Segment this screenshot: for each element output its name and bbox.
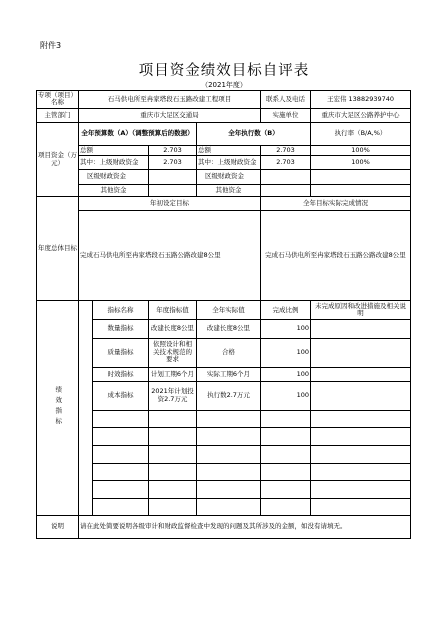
goals-actual-header: 全年目标实际完成情况 <box>261 197 411 210</box>
indicator-target <box>149 428 197 446</box>
note-label: 说明 <box>37 516 79 539</box>
indicator-note <box>311 445 411 463</box>
indicator-name <box>93 463 149 481</box>
indicator-name <box>93 498 149 516</box>
actual-header: 全年执行数（B） <box>197 122 311 145</box>
indicator-name <box>93 428 149 446</box>
goals-actual-value: 完成石马供电所至冉家塔段石玉路公路改建8公里 <box>261 210 411 301</box>
funds-row <box>37 184 411 196</box>
funds-row-label: 总额 <box>79 145 149 155</box>
indicator-actual <box>197 428 261 446</box>
funds-row-actual <box>261 170 311 184</box>
indicator-actual <box>197 481 261 499</box>
indicator-target <box>149 410 197 428</box>
funds-row-budget: 2.703 <box>149 156 197 170</box>
indicator-target <box>149 463 197 481</box>
funds-section-label: 项目资金（万元） <box>37 122 79 196</box>
funds-row-label: 其中：上级财政资金 <box>79 156 149 170</box>
indicator-ratio <box>261 463 311 481</box>
indicator-note <box>311 367 411 381</box>
indicator-note <box>311 428 411 446</box>
indicator-name: 成本指标 <box>93 381 149 410</box>
funds-row-budget: 2.703 <box>149 145 197 155</box>
indicator-row <box>37 445 411 463</box>
indicator-ratio <box>261 445 311 463</box>
indicator-header-actual: 全年实际值 <box>197 301 261 320</box>
funds-row-label2: 其他资金 <box>197 184 261 196</box>
funds-row-label: 其他资金 <box>79 184 149 196</box>
indicator-actual <box>197 498 261 516</box>
indicator-ratio <box>261 410 311 428</box>
indicators-header-row <box>37 301 411 320</box>
indicator-row <box>37 367 411 381</box>
indicator-target: 计划工期6个月 <box>149 367 197 381</box>
funds-row <box>37 170 411 184</box>
funds-row-rate <box>311 170 411 184</box>
indicators-spacer <box>79 301 93 516</box>
dept-label: 主管部门 <box>37 108 79 122</box>
funds-row-label2: 总额 <box>197 145 261 155</box>
rate-header: 执行率（B/A,%） <box>311 122 411 145</box>
indicator-target <box>149 481 197 499</box>
indicator-ratio: 100 <box>261 320 311 339</box>
funds-row-actual: 2.703 <box>261 145 311 155</box>
indicator-row <box>37 320 411 339</box>
indicator-row <box>37 463 411 481</box>
indicator-ratio: 100 <box>261 338 311 367</box>
funds-row-budget <box>149 184 197 196</box>
funds-row <box>37 156 411 170</box>
dept-value: 重庆市大足区交通局 <box>79 108 261 122</box>
indicator-name: 数量指标 <box>93 320 149 339</box>
indicator-row <box>37 498 411 516</box>
indicator-name <box>93 481 149 499</box>
indicator-ratio <box>261 498 311 516</box>
note-value: 请在此处简要说明各级审计和财政监督检查中发现的问题及其所涉及的金额，如没有请填无。 <box>79 516 411 539</box>
indicator-note <box>311 410 411 428</box>
funds-row-actual <box>261 184 311 196</box>
project-name-value: 石马供电所至冉家塔段石玉路改建工程项目 <box>79 91 261 109</box>
project-name-row <box>37 91 411 109</box>
indicator-actual <box>197 410 261 428</box>
indicator-ratio: 100 <box>261 381 311 410</box>
funds-row-budget <box>149 170 197 184</box>
indicators-section-text: 绩效指标 <box>54 386 63 429</box>
indicator-note <box>311 338 411 367</box>
note-row <box>37 516 411 539</box>
indicator-note <box>311 498 411 516</box>
goals-value-row <box>37 210 411 301</box>
indicator-note <box>311 320 411 339</box>
indicator-row <box>37 338 411 367</box>
project-name-label: 专项（项目）名称 <box>38 90 77 107</box>
contact-value: 王宏伟 13882939740 <box>311 91 411 109</box>
indicator-header-target: 年度指标值 <box>149 301 197 320</box>
goals-planned-header: 年初设定目标 <box>79 197 261 210</box>
contact-label: 联系人及电话 <box>261 91 311 109</box>
goals-planned-value: 完成石马供电所至冉家塔段石玉路公路改建8公里 <box>79 210 261 301</box>
attachment-label: 附件3 <box>40 41 62 50</box>
indicator-note <box>311 481 411 499</box>
funds-row <box>37 145 411 155</box>
indicator-ratio: 100 <box>261 367 311 381</box>
indicator-row <box>37 410 411 428</box>
indicator-name: 时效指标 <box>93 367 149 381</box>
indicator-ratio <box>261 481 311 499</box>
indicator-target <box>149 498 197 516</box>
indicator-actual: 合格 <box>197 338 261 367</box>
funds-row-label: 区级财政资金 <box>79 170 149 184</box>
indicator-row <box>37 428 411 446</box>
indicator-actual: 执行数2.7万元 <box>197 381 261 410</box>
funds-row-rate: 100% <box>311 145 411 155</box>
funds-row-actual: 2.703 <box>261 156 311 170</box>
funds-row-label2: 其中：上级财政资金 <box>197 156 261 170</box>
indicators-section-label <box>37 301 79 516</box>
indicator-header-ratio: 完成比例 <box>261 301 311 320</box>
funds-row-label2: 区级财政资金 <box>197 170 261 184</box>
indicator-target: 2021年计划投资2.7万元 <box>149 381 197 410</box>
year-label: （2021年度） <box>201 81 247 89</box>
indicator-name: 质量指标 <box>93 338 149 367</box>
indicator-row <box>37 381 411 410</box>
indicator-header-note: 未完成原因和改进措施及相关说明 <box>311 301 411 320</box>
indicator-target <box>149 445 197 463</box>
indicator-note <box>311 463 411 481</box>
indicator-name <box>93 445 149 463</box>
indicator-actual <box>197 463 261 481</box>
goals-section-label: 年度总体目标 <box>37 197 79 301</box>
indicator-actual: 实际工期6个月 <box>197 367 261 381</box>
indicator-name <box>93 410 149 428</box>
impl-value: 重庆市大足区公路养护中心 <box>311 108 411 122</box>
indicator-ratio <box>261 428 311 446</box>
indicator-actual: 改建长度8公里 <box>197 320 261 339</box>
funds-header-row <box>37 122 411 145</box>
dept-row <box>37 108 411 122</box>
impl-label: 实施单位 <box>261 108 311 122</box>
indicator-target: 改建长度8公里 <box>149 320 197 339</box>
indicator-row <box>37 481 411 499</box>
funds-row-rate <box>311 184 411 196</box>
goals-header-row <box>37 197 411 210</box>
evaluation-table <box>36 90 411 539</box>
indicator-actual <box>197 445 261 463</box>
indicator-target: 依照设计和相关技术规范的要求 <box>149 338 197 367</box>
budget-header: 全年预算数（A）（调整预算后的数据） <box>79 122 197 145</box>
funds-row-rate: 100% <box>311 156 411 170</box>
page-title: 项目资金绩效目标自评表 <box>138 63 310 79</box>
indicator-header-name: 指标名称 <box>93 301 149 320</box>
indicator-note <box>311 381 411 410</box>
